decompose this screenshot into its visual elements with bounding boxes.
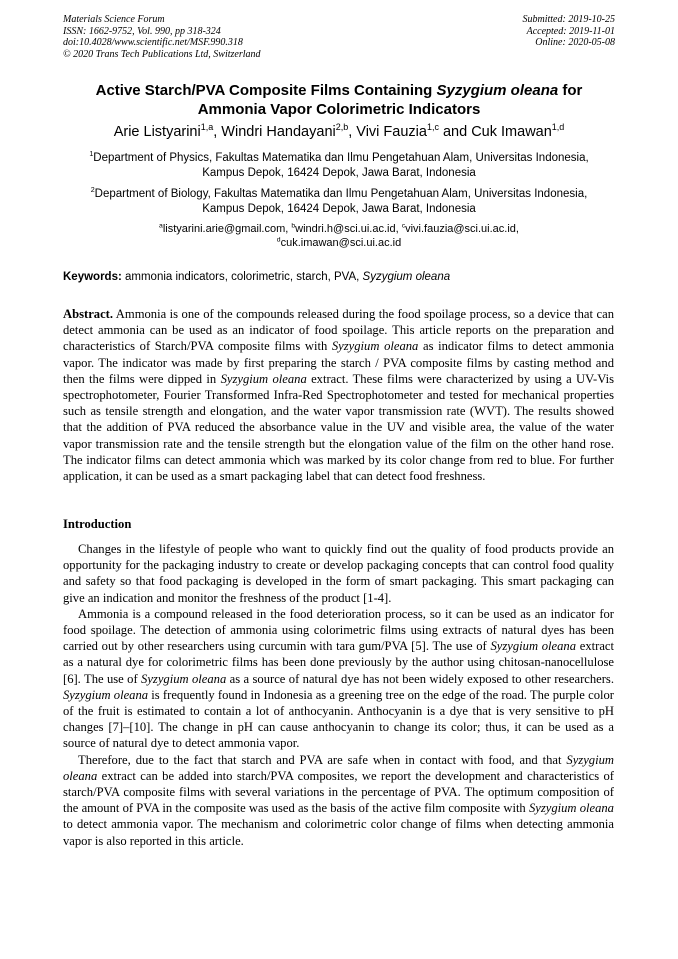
title-text: Active Starch/PVA Composite Films Containing — [95, 82, 437, 99]
email-c[interactable]: $^c$vivi.fauzia@sci.ui.ac.id, — [401, 222, 519, 235]
title-line2: Ammonia Vapor Colorimetric Indicators — [197, 101, 481, 118]
paragraph: Ammonia is a compound released in the food deterioration process, so it can be used as an indicator for food spoilage. The detection of ammonia using colorimetric films using extracts of natural dyes has been carried out by other researchers using curcumin with tara gum/PVA [5]. The use of Syzygium oleana extract as a natural dye for colorimetric films has been done previously by the author using chitosan-nanocellulose [6]. The use of Syzygium oleana as a source of natural dye has not been widely exposed to other researchers. Syzygium oleana is frequently found in Indonesia as a greening tree on the edge of the road. The purple color of the fruit is estimated to contain a lot of anthocyanin. Anthocyanin is a dye that is very sensitive to pH changes [7]–[10]. The change in pH can cause anthocyanin to change its color; thus, it can be used as a source of natural dye to detect ammonia vapor. — [63, 606, 615, 751]
paragraph: Changes in the lifestyle of people who want to quickly find out the quality of food products provide an opportunity for the packaging industry to create or develop packaging concepts that can control food quality and safety so that food packaging is developed in the form of smart packaging. This smart packaging can give an indication and monitor the freshness of the product [1-4]. — [63, 542, 614, 605]
author: Cuk Imawan$^{1,d}$ — [471, 122, 565, 140]
author-emails — [63, 222, 615, 250]
keywords-label: Keywords: — [63, 271, 122, 283]
accepted-date: Accepted: 2019-11-01 — [526, 25, 615, 37]
issn: ISSN: 1662-9752, Vol. 990, pp 318-324 — [63, 25, 221, 37]
dates-info — [523, 14, 616, 49]
title-text: for — [558, 82, 583, 99]
author: Windri Handayani$^{2,b}$, — [221, 122, 357, 140]
title-species: Syzygium oleana — [436, 82, 559, 99]
submitted-date: Submitted: 2019-10-25 — [522, 14, 615, 25]
author: Arie Listyarini$^{1,a}$, — [113, 122, 222, 140]
author: Vivi Fauzia$^{1,c}$ and — [356, 122, 472, 140]
online-date: Online: 2020-05-08 — [535, 37, 615, 48]
affiliation-2: $^2$Department of Biology, Fakultas Matematika dan Ilmu Pengetahuan Alam, Universitas Indonesia, Kampus Depok, 16424 Depok, Jawa Barat, Indonesia — [90, 186, 588, 215]
keywords-text: ammonia indicators, colorimetric, starch, PVA, — [121, 271, 363, 283]
paragraph: Therefore, due to the fact that starch and PVA are safe when in contact with food, and that Syzygium oleana extract can be added into starch/PVA composites, we report the development and characteristics of starch/PVA composite films with several variations in the percentage of PVA. The optimum composition of the amount of PVA in the composite was used as the basis of the active film composite with Syzygium oleana to detect ammonia vapor. The mechanism and colorimetric color change of films when detecting ammonia vapor is also reported in this article. — [63, 752, 614, 848]
affiliation-1: $^1$Department of Physics, Fakultas Matematika dan Ilmu Pengetahuan Alam, Universitas Indonesia, Kampus Depok, 16424 Depok, Jawa Barat, Indonesia — [89, 150, 589, 179]
introduction-body — [63, 541, 614, 849]
keywords-species: Syzygium oleana — [362, 271, 451, 283]
paper-title — [63, 81, 615, 119]
journal-name: Materials Science Forum — [63, 14, 165, 25]
doi[interactable]: doi:10.4028/www.scientific.net/MSF.990.318 — [63, 37, 243, 48]
keywords — [63, 270, 615, 284]
abstract-label: Abstract. — [63, 307, 114, 321]
section-heading-introduction: Introduction — [63, 517, 132, 531]
author-list — [63, 123, 615, 141]
abstract: Abstract. Ammonia is one of the compounds released during the food spoilage process, so a device that can detect ammonia can be used as an indicator of food spoilage. This article reports on the preparation and characteristics of Starch/PVA composite films with Syzygium oleana as indicator films to detect ammonia vapor. The indicator was made by first preparing the starch / PVA composite films by casting method and then the films were dipped in Syzygium oleana extract. These films were characterized by using a UV-Vis spectrophotometer, Fourier Transformed Infra-Red Spectrophotometer and tested for mechanical properties such as tensile strength and elongation, and the water vapor transmission rate (WVT). The results showed that the addition of PVA reduced the absorbance value in the UV and visible area, the value of the water vapor transmission rate and the tensile strength but the elongation value of the film on the other hand rose. The indicator films can detect ammonia which was marked by its color change from red to blue. For further application, it can be used as a smart packaging label that can detect food freshness. — [63, 307, 614, 484]
email-a[interactable]: $^a$listyarini.arie@gmail.com, — [159, 222, 292, 235]
email-b[interactable]: $^b$windri.h@sci.ui.ac.id, — [291, 222, 402, 235]
email-d[interactable]: $^d$cuk.imawan@sci.ui.ac.id — [276, 236, 402, 249]
copyright: © 2020 Trans Tech Publications Ltd, Switzerland — [63, 48, 261, 60]
journal-info — [63, 14, 261, 60]
